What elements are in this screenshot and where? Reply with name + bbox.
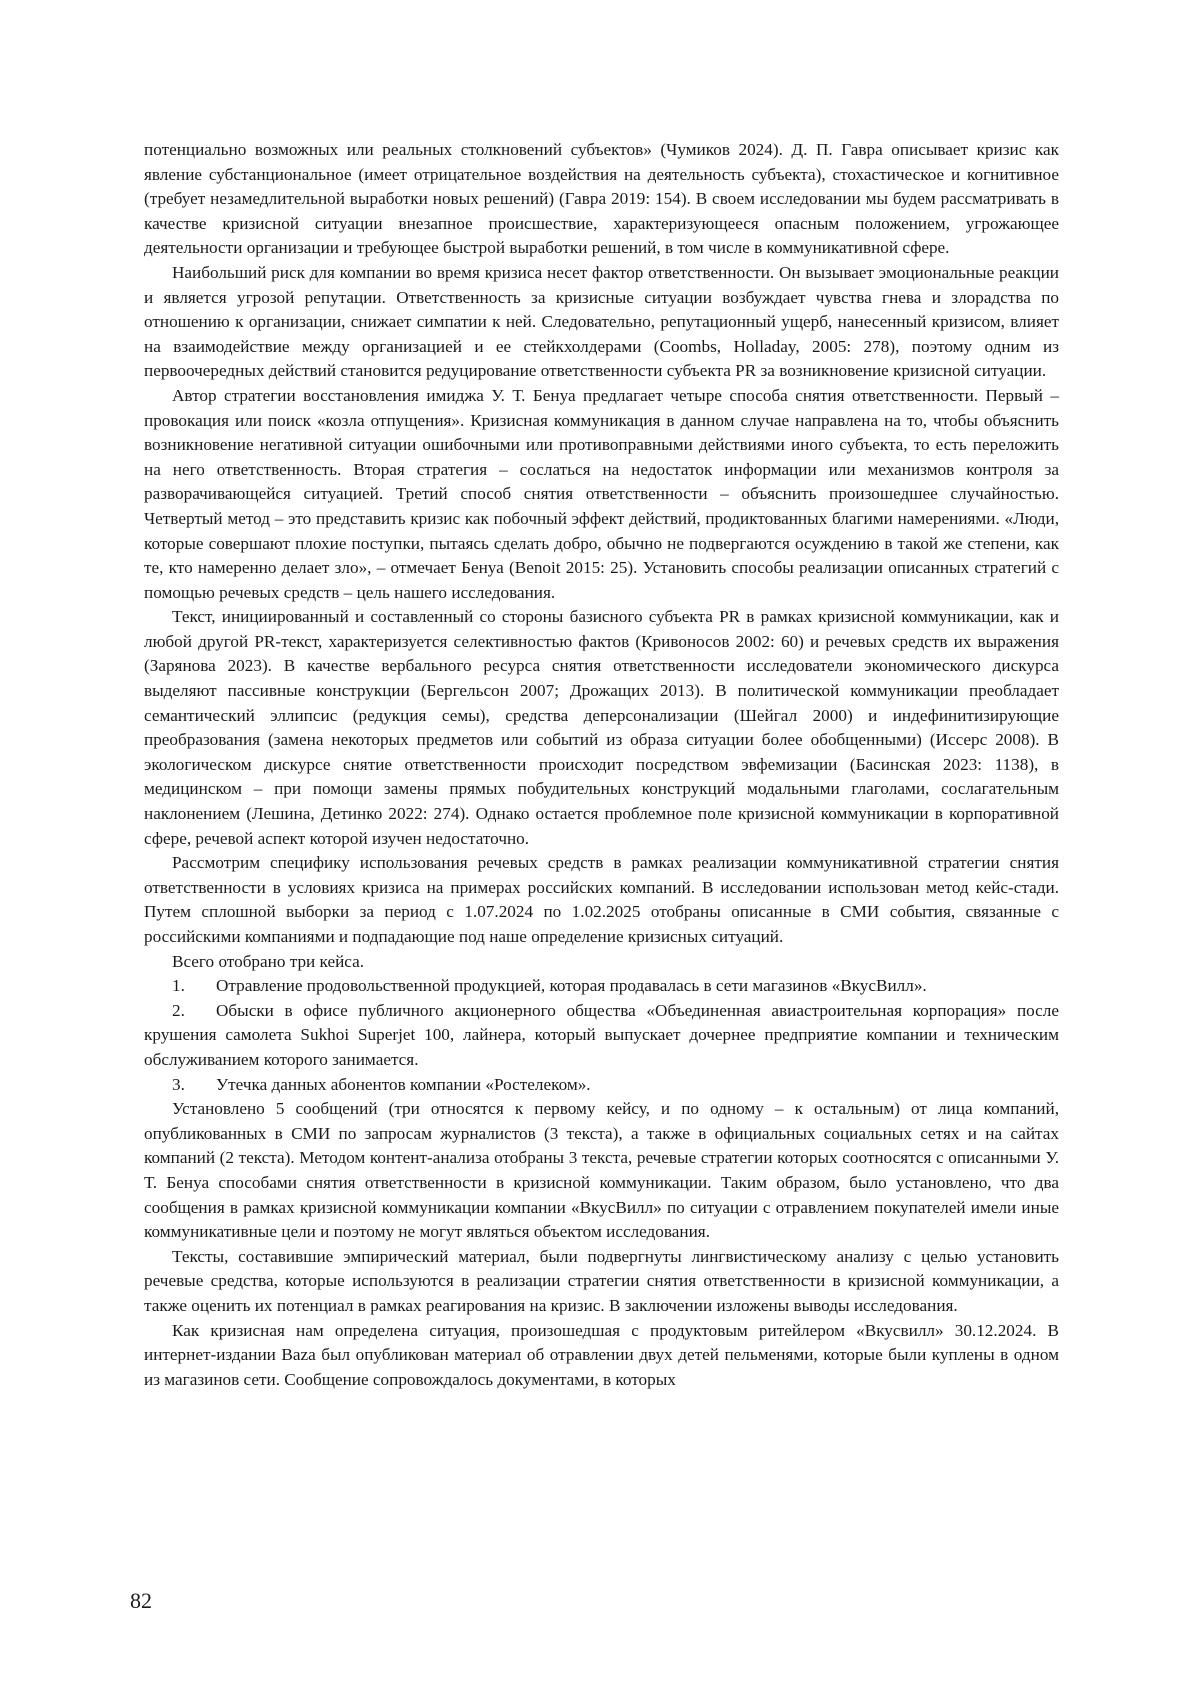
- paragraph: Рассмотрим специфику использования речевых средств в рамках реализации коммуникативной стратегии снятия ответственности в условиях кризиса на примерах российских компаний. В исследовании использован метод кейс-стади. Путем сплошной выборки за период с 1.07.2024 по 1.02.2025 отобраны описанные в СМИ события, связанные с российскими компаниями и подпадающие под наше определение кризисных ситуаций.: [144, 853, 1059, 946]
- body-text: [144, 138, 1059, 1392]
- list-item-number: 1.: [172, 976, 185, 996]
- list-item-text: Обыски в офисе публичного акционерного общества «Объединенная авиастроительная корпорация» после крушения самолета Sukhoi Superjet 100, лайнера, который выпускает дочернее предприятие компании и техническим обслуживанием которого занимается.: [144, 1000, 1059, 1069]
- paragraph: Как кризисная нам определена ситуация, произошедшая с продуктовым ритейлером «Вкусвилл» 30.12.2024. В интернет-издании Baza был опубликован материал об отравлении двух детей пельменями, которые были куплены в одном из магазинов сети. Сообщение сопровождалось документами, в которых: [144, 1320, 1059, 1389]
- list-item-text: Утечка данных абонентов компании «Ростелеком».: [216, 1074, 591, 1094]
- paragraph: Установлено 5 сообщений (три относятся к первому кейсу, и по одному – к остальным) от лица компаний, опубликованных в СМИ по запросам журналистов (3 текста), а также в официальных социальных сетях и на сайтах компаний (2 текста). Методом контент-анализа отобраны 3 текста, речевые стратегии которых соотносятся с описанными У. Т. Бенуа способами снятия ответственности в кризисной коммуникации. Таким образом, было установлено, что два сообщения в рамках кризисной коммуникации компании «ВкусВилл» по ситуации с отравлением покупателей имели иные коммуникативные цели и поэтому не могут являться объектом исследования.: [144, 1099, 1059, 1242]
- list-item-text: Отравление продовольственной продукцией, которая продавалась в сети магазинов «ВкусВилл».: [216, 976, 927, 996]
- paragraph: Всего отобрано три кейса.: [172, 951, 365, 971]
- paragraph: Наибольший риск для компании во время кризиса несет фактор ответственности. Он вызывает эмоциональные реакции и является угрозой репутации. Ответственность за кризисные ситуации возбуждает чувства гнева и злорадства по отношению к организации, снижает симпатии к ней. Следовательно, репутационный ущерб, нанесенный кризисом, влияет на взаимодействие между организацией и ее стейкхолдерами (Coombs, Holladay, 2005: 278), поэтому одним из первоочередных действий становится редуцирование ответственности субъекта PR за возникновение кризисной ситуации.: [144, 262, 1059, 381]
- paragraph: Автор стратегии восстановления имиджа У. Т. Бенуа предлагает четыре способа снятия ответственности. Первый – провокация или поиск «козла отпущения». Кризисная коммуникация в данном случае направлена на то, чтобы объяснить возникновение негативной ситуации ошибочными или противоправными действиями иного субъекта, то есть переложить на него ответственность. Вторая стратегия – сослаться на недостаток информации или механизмов контроля за разворачивающейся ситуацией. Третий способ снятия ответственности – объяснить произошедшее случайностью. Четвертый метод – это представить кризис как побочный эффект действий, продиктованных благими намерениями. «Люди, которые совершают плохие поступки, пытаясь сделать добро, обычно не подвергаются осуждению в такой же степени, как те, кто намеренно делает зло», – отмечает Бенуа (Benoit 2015: 25). Установить способы реализации описанных стратегий с помощью речевых средств – цель нашего исследования.: [144, 385, 1059, 602]
- page-number: 82: [130, 1588, 152, 1613]
- paragraph: Текст, инициированный и составленный со стороны базисного субъекта PR в рамках кризисной коммуникации, как и любой другой PR-текст, характеризуется селективностью фактов (Кривоносов 2002: 60) и речевых средств их выражения (Зарянова 2023). В качестве вербального ресурса снятия ответственности исследователи экономического дискурса выделяют пассивные конструкции (Бергельсон 2007; Дрожащих 2013). В политической коммуникации преобладает семантический эллипсис (редукция семы), средства деперсонализации (Шейгал 2000) и индефинитизирующие преобразования (замена некоторых предметов или событий из образа ситуации более обобщенными) (Иссерс 2008). В экологическом дискурсе снятие ответственности происходит посредством эвфемизации (Басинская 2023: 1138), в медицинском – при помощи замены прямых побудительных конструкций модальными глаголами, сослагательным наклонением (Лешина, Детинко 2022: 274). Однако остается проблемное поле кризисной коммуникации в корпоративной сфере, речевой аспект которой изучен недостаточно.: [144, 607, 1059, 848]
- list-item: [144, 1073, 1059, 1098]
- list-item-number: 3.: [172, 1074, 185, 1094]
- list-item: [144, 974, 1059, 999]
- paragraph: потенциально возможных или реальных столкновений субъектов» (Чумиков 2024). Д. П. Гавра описывает кризис как явление субстанциональное (имеет отрицательное воздействия на деятельность субъекта), стохастическое и когнитивное (требует незамедлительной выработки новых решений) (Гавра 2019: 154). В своем исследовании мы будем рассматривать в качестве кризисной ситуации внезапное происшествие, характеризующееся опасным положением, угрожающее деятельности организации и требующее быстрой выработки решений, в том числе в коммуникативной сфере.: [144, 140, 1059, 258]
- list-item-number: 2.: [172, 1000, 185, 1020]
- paragraph: Тексты, составившие эмпирический материал, были подвергнуты лингвистическому анализу с целью установить речевые средства, которые используются в реализации стратегии снятия ответственности в кризисной коммуникации, а также оценить их потенциал в рамках реагирования на кризис. В заключении изложены выводы исследования.: [144, 1246, 1059, 1315]
- list-item: [144, 999, 1059, 1073]
